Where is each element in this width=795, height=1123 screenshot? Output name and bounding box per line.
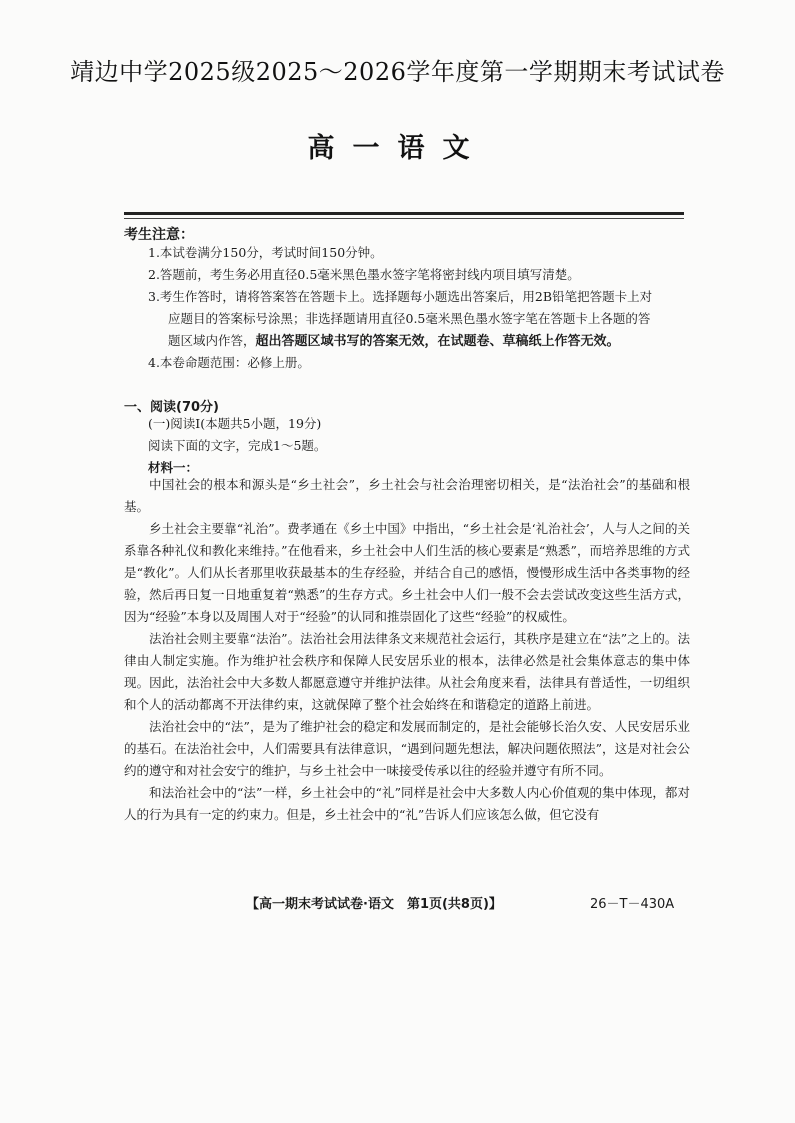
notice-item-3 xyxy=(148,286,688,353)
notice-item-4: 4.本卷命题范围：必修上册。 xyxy=(148,355,310,370)
subsection-title: (一)阅读Ⅰ(本题共5小题，19分) xyxy=(148,416,322,431)
paragraph-4: 法治社会中的“法”，是为了维护社会的稳定和发展而制定的，是社会能够长治久安、人民安居乐业的基石。在法治社会中，人们需要具有法律意识，“遇到问题先想法，解决问题依照法”，这是对社会公约的遵守和对社会安宁的维护，与乡土社会中一味接受传承以往的经验并遵守有所不同。 xyxy=(124,719,690,778)
notice-heading: 考生注意： xyxy=(124,227,194,243)
exam-code: 26－T－430A xyxy=(590,897,675,912)
notice-item-1: 1.本试卷满分150分，考试时间150分钟。 xyxy=(148,245,383,260)
paragraph-5: 和法治社会中的“法”一样，乡土社会中的“礼”同样是社会中大多数人内心价值观的集中体现，都对人的行为具有一定的约束力。但是，乡土社会中的“礼”告诉人们应该怎么做，但它没有 xyxy=(124,785,690,822)
page-footer: 【高一期末考试试卷·语文 第1页(共8页)】 xyxy=(246,897,502,912)
notice-item-3-line3 xyxy=(148,330,688,353)
header-rule-thick xyxy=(124,212,684,215)
reading-passage xyxy=(124,474,690,826)
notice-item-2: 2.答题前，考生务必用直径0.5毫米黑色墨水签字笔将密封线内项目填写清楚。 xyxy=(148,267,580,282)
exam-title: 靖边中学2025级2025～2026学年度第一学期期末考试试卷 xyxy=(70,58,725,86)
section-title: 一、阅读(70分) xyxy=(124,400,219,415)
subject-title: 高一语文 xyxy=(307,133,488,164)
reading-instruction: 阅读下面的文字，完成1～5题。 xyxy=(148,438,327,453)
material-label: 材料一： xyxy=(148,460,199,475)
notice-item-3-line2: 应题目的答案标号涂黑；非选择题请用直径0.5毫米黑色墨水签字笔在答题卡上各题的答 xyxy=(168,311,651,326)
paragraph-1: 中国社会的根本和源头是“乡土社会”，乡土社会与社会治理密切相关，是“法治社会”的基础和根基。 xyxy=(124,477,690,514)
header-rule-thin xyxy=(124,218,684,219)
paragraph-3: 法治社会则主要靠“法治”。法治社会用法律条文来规范社会运行，其秩序是建立在“法”之上的。法律由人制定实施。作为维护社会秩序和保障人民安居乐业的根本，法律必然是社会集体意志的集中体现。因此，法治社会中大多数人都愿意遵守并维护法律。从社会角度来看，法律具有普适性，一切组织和个人的活动都离不开法律约束，这就保障了整个社会始终在和谐稳定的道路上前进。 xyxy=(124,631,690,712)
paragraph-2: 乡土社会主要靠“礼治”。费孝通在《乡土中国》中指出，“乡土社会是‘礼治社会’，人与人之间的关系靠各种礼仪和教化来维持。”在他看来，乡土社会中人们生活的核心要素是“熟悉”，而培养思维的方式是“教化”。人们从长者那里收获最基本的生存经验，并结合自己的感悟，慢慢形成生活中各类事物的经验，然后再日复一日地重复着“熟悉”的生存方式。乡土社会中人们一般不会去尝试改变这些生活方式，因为“经验”本身以及周围人对于“经验”的认同和推崇固化了这些“经验”的权威性。 xyxy=(124,521,690,624)
notice-item-3-line1: 3.考生作答时，请将答案答在答题卡上。选择题每小题选出答案后，用2B铅笔把答题卡上对 xyxy=(148,289,653,304)
notice-emphasis: 超出答题区域书写的答案无效，在试题卷、草稿纸上作答无效。 xyxy=(255,334,620,349)
notice-item-3-line3-text: 题区域内作答， xyxy=(168,333,256,348)
